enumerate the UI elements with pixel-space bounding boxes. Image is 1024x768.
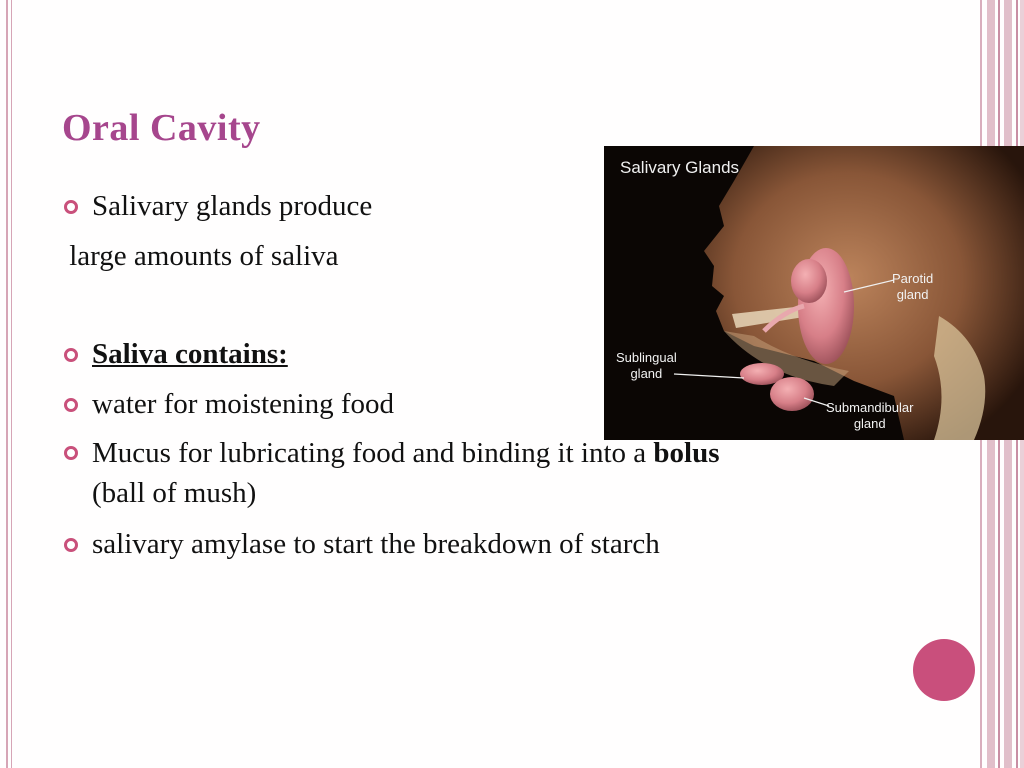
bullet-text-part: Mucus for lubricating food and binding it into a [92, 437, 654, 469]
submandibular-gland-shape [770, 377, 814, 411]
bullet-text: water for moistening food [92, 388, 395, 420]
pink-circle-icon [913, 639, 975, 701]
parotid-gland-lobe [791, 259, 827, 303]
bullet-text [92, 437, 720, 470]
bullet-heading-text: Saliva contains: [92, 338, 288, 370]
hollow-circle-bullet-icon [64, 446, 78, 460]
salivary-glands-illustration [604, 146, 1024, 440]
salivary-glands-artwork [604, 146, 1024, 440]
sublingual-gland-label: Sublingual gland [616, 350, 677, 381]
bullet-text: salivary amylase to start the breakdown of starch [92, 528, 660, 560]
slide-title: Oral Cavity [62, 107, 261, 149]
hollow-circle-bullet-icon [64, 398, 78, 412]
hollow-circle-bullet-icon [64, 538, 78, 552]
parotid-gland-label: Parotid gland [892, 271, 934, 302]
bullet-text: Salivary glands produce [92, 190, 373, 222]
figure-title: Salivary Glands [620, 158, 740, 177]
hollow-circle-bullet-icon [64, 348, 78, 362]
hollow-circle-bullet-icon [64, 200, 78, 214]
bullet-continuation-text: (ball of mush) [92, 477, 257, 509]
bullet-continuation-text: large amounts of saliva [62, 240, 339, 272]
submandibular-gland-label: Submandibular gland [826, 400, 914, 431]
bullet-bold-term: bolus [653, 437, 720, 469]
